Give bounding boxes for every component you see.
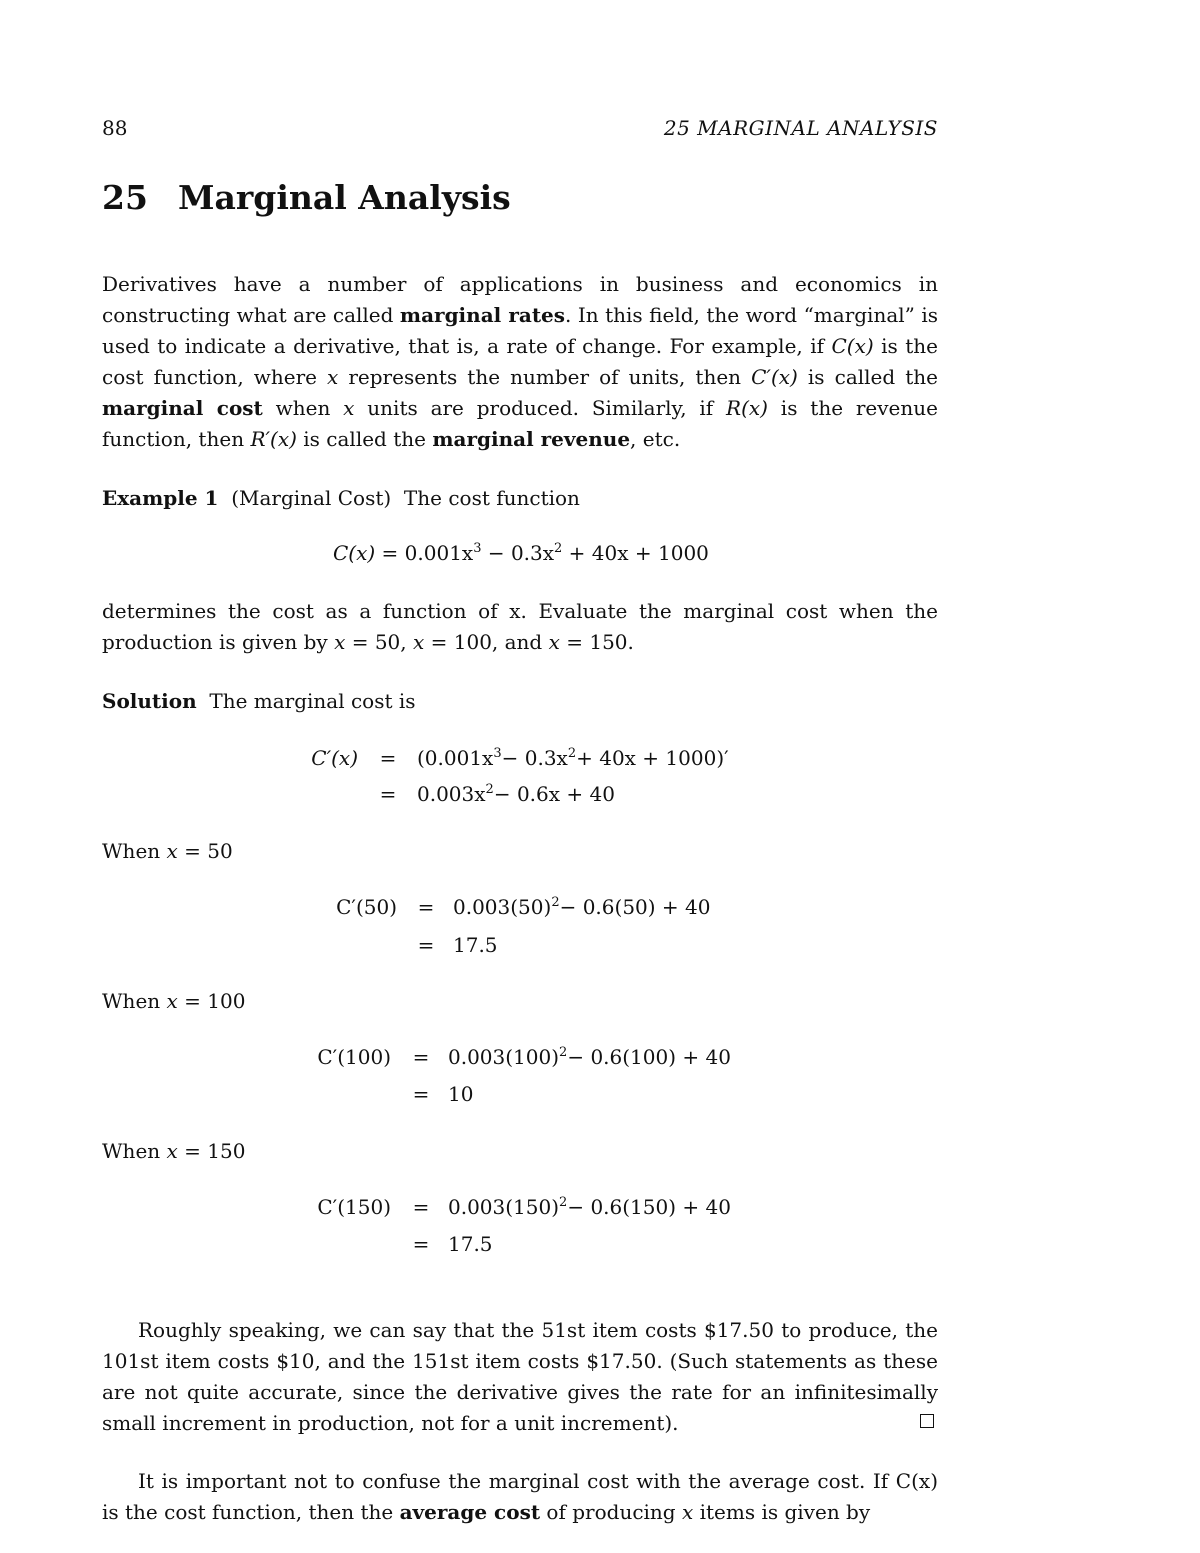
question-text: = 100, and <box>424 630 549 654</box>
eq-term: − 0.6(150) + 40 <box>567 1195 731 1219</box>
eq-exponent: 3 <box>473 541 482 556</box>
example-label: Example 1 <box>102 486 219 510</box>
example-title: (Marginal Cost) <box>231 486 392 510</box>
eq-row <box>0 933 1200 963</box>
eq-rhs <box>417 746 729 770</box>
eq-row <box>0 1082 1200 1112</box>
intro-text: Derivatives have a number of applications in business and economics in constructing what are called <box>102 272 938 327</box>
eq-row <box>0 1195 1200 1225</box>
eq-exponent: 3 <box>493 746 502 761</box>
eq-result: 17.5 <box>448 1232 493 1256</box>
section-title-text: Marginal Analysis <box>178 178 511 217</box>
eq-row <box>0 746 1200 776</box>
eq-sign: = <box>412 1082 430 1106</box>
eq-sign: = <box>417 895 435 919</box>
eq-rhs <box>453 895 711 919</box>
running-header <box>102 116 938 144</box>
math-inline: x <box>166 989 178 1013</box>
cost-function-equation <box>333 541 709 565</box>
math-inline: x <box>548 630 560 654</box>
closing-text: items is given by <box>693 1500 871 1524</box>
eq-result: 17.5 <box>453 933 498 957</box>
eq-sign: = <box>412 1232 430 1256</box>
eq-row <box>0 782 1200 812</box>
intro-text: when <box>262 396 344 420</box>
math-inline: x <box>166 1139 178 1163</box>
qed-box-icon <box>920 1414 934 1428</box>
math-inline: x <box>343 396 355 420</box>
math-inline: R′(x) <box>250 427 297 451</box>
closing-text: It is important not to confuse the marginal cost with the average cost. If C(x) is the cost function, then the <box>102 1469 938 1524</box>
eq-exponent: 2 <box>559 1195 568 1210</box>
remark-paragraph: Roughly speaking, we can say that the 51st item costs $17.50 to produce, the 101st item costs $10, and the 151st item costs $17.50. (Such statements as these are not quite accurate, since the derivative gives the rate for an infinitesimally small increment in production, not for a unit increment). <box>102 1318 938 1435</box>
intro-text: is called the <box>797 365 938 389</box>
eq-row <box>0 1045 1200 1075</box>
solution-text: The marginal cost is <box>209 689 416 713</box>
eq-term: − 0.3x <box>481 541 555 565</box>
math-inline: x <box>327 365 339 389</box>
intro-text: units are produced. Similarly, if <box>354 396 727 420</box>
eq-lhs: C′(100) <box>317 1045 391 1069</box>
eq-rhs <box>417 782 615 806</box>
case-when: When <box>102 1139 167 1163</box>
eq-sign: = <box>412 1195 430 1219</box>
eq-term: − 0.6x + 40 <box>493 782 615 806</box>
eq-term: 0.003(150) <box>448 1195 560 1219</box>
eq-exponent: 2 <box>559 1045 568 1060</box>
eq-term: + 40x + 1000)′ <box>576 746 729 770</box>
math-inline: C(x) <box>831 334 874 358</box>
closing-paragraph <box>102 1466 938 1528</box>
eq-term: = 0.001x <box>375 541 474 565</box>
case-when: When <box>102 839 167 863</box>
intro-text: is the revenue function, then <box>102 396 938 451</box>
eq-row <box>0 895 1200 925</box>
eq-lhs: C′(150) <box>317 1195 391 1219</box>
eq-rhs <box>448 1045 731 1069</box>
term-average-cost: average cost <box>399 1500 541 1524</box>
case-value: = 150 <box>177 1139 246 1163</box>
intro-text: is called the <box>296 427 433 451</box>
math-inline: C′(x) <box>751 365 798 389</box>
math-inline: x <box>681 1500 694 1524</box>
question-text: = 50, <box>345 630 413 654</box>
intro-text: represents the number of units, then <box>338 365 752 389</box>
term-marginal-rates: marginal rates <box>399 303 566 327</box>
case-label <box>102 989 245 1013</box>
section-title <box>102 178 511 217</box>
eq-term: − 0.6(100) + 40 <box>567 1045 731 1069</box>
intro-text: , etc. <box>630 427 681 451</box>
closing-text: of producing <box>540 1500 682 1524</box>
example-text: The cost function <box>403 486 580 510</box>
math-inline: R(x) <box>726 396 768 420</box>
math-inline: x <box>166 839 178 863</box>
case-when: When <box>102 989 167 1013</box>
eq-exponent: 2 <box>485 782 494 797</box>
eq-sign: = <box>379 782 397 806</box>
case-value: = 100 <box>177 989 246 1013</box>
eq-exponent: 2 <box>567 746 577 761</box>
eq-term: 0.003(100) <box>448 1045 560 1069</box>
math-inline: x <box>334 630 346 654</box>
term-marginal-revenue: marginal revenue <box>432 427 631 451</box>
math-inline: x <box>412 630 425 654</box>
intro-text: . In this field, the word “marginal” is used to indicate a derivative, that is, a rate of change. For example, if <box>102 303 939 358</box>
eq-term: − 0.3x <box>501 746 568 770</box>
term-marginal-cost: marginal cost <box>102 396 263 420</box>
eq-term: (0.001x <box>417 746 494 770</box>
case-label <box>102 1139 245 1163</box>
eq-term: 0.003(50) <box>453 895 552 919</box>
case-value: = 50 <box>177 839 233 863</box>
eq-lhs: C′(50) <box>336 895 397 919</box>
intro-text: is the cost function, where <box>102 334 938 389</box>
eq-lhs: C(x) <box>333 541 376 565</box>
intro-paragraph <box>102 269 938 455</box>
eq-exponent: 2 <box>551 895 560 910</box>
running-title: 25 MARGINAL ANALYSIS <box>663 116 938 140</box>
eq-rhs <box>448 1195 731 1219</box>
solution-label: Solution <box>102 689 197 713</box>
eq-result: 10 <box>448 1082 474 1106</box>
eq-term: 0.003x <box>417 782 486 806</box>
example-heading <box>102 483 938 514</box>
eq-term: + 40x + 1000 <box>562 541 709 565</box>
eq-sign: = <box>417 933 435 957</box>
eq-sign: = <box>379 746 397 770</box>
question-text: determines the cost as a function of x. Evaluate the marginal cost when the production is given by <box>102 599 938 654</box>
section-number: 25 <box>102 178 148 217</box>
case-label <box>102 839 233 863</box>
eq-term: − 0.6(50) + 40 <box>559 895 711 919</box>
eq-exponent: 2 <box>554 541 563 556</box>
solution-heading <box>102 686 938 717</box>
page-number: 88 <box>102 116 128 140</box>
eq-sign: = <box>412 1045 430 1069</box>
eq-lhs: C′(x) <box>311 746 358 770</box>
eq-row <box>0 1232 1200 1262</box>
question-text: = 150. <box>559 630 634 654</box>
example-question <box>102 596 938 658</box>
